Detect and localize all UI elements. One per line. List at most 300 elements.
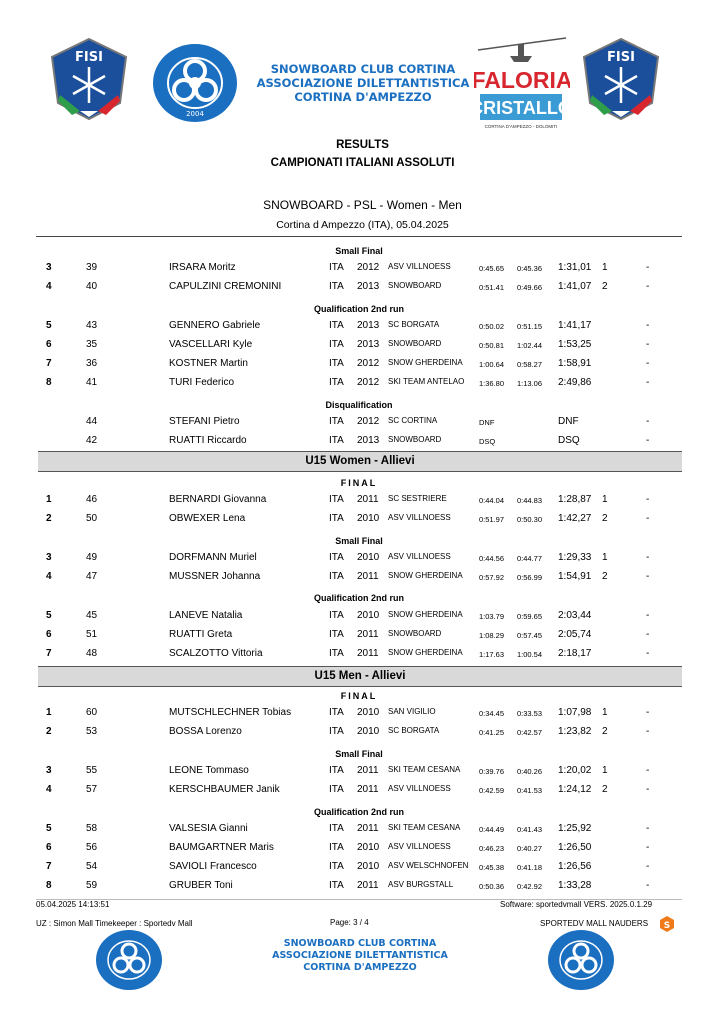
nation-cell: ITA xyxy=(329,880,344,891)
run1-time: DNF xyxy=(479,418,495,427)
nation-cell: ITA xyxy=(329,339,344,350)
points-cell: - xyxy=(646,784,650,795)
athlete-name: CAPULZINI CREMONINI xyxy=(169,281,282,292)
club-cell: SC CORTINA xyxy=(388,416,438,425)
svg-text:CRISTALLO: CRISTALLO xyxy=(474,98,570,118)
table-row xyxy=(36,645,682,664)
bib-cell: 40 xyxy=(86,281,98,292)
run1-time: 0:50.81 xyxy=(479,341,505,350)
athlete-name: GENNERO Gabriele xyxy=(169,320,261,331)
points-cell: - xyxy=(646,281,650,292)
table-row xyxy=(36,839,682,858)
points-cell: - xyxy=(646,629,650,640)
athlete-name: MUTSCHLECHNER Tobias xyxy=(169,707,292,718)
bib-cell: 46 xyxy=(86,494,98,505)
bib-cell: 53 xyxy=(86,726,98,737)
club-cell: SNOW GHERDEINA xyxy=(388,358,463,367)
section-qualification: Qualification 2nd run xyxy=(313,807,404,817)
run1-time: 0:44.49 xyxy=(479,825,505,834)
birth-year: 2011 xyxy=(357,629,379,640)
table-row xyxy=(36,259,682,278)
club-cell: SKI TEAM CESANA xyxy=(388,765,461,774)
table-row xyxy=(36,781,682,800)
club-cell: SC BORGATA xyxy=(388,726,440,735)
rank-cell: 5 xyxy=(46,823,52,834)
table-row xyxy=(36,317,682,336)
points-cell: - xyxy=(646,648,650,659)
points-cell: - xyxy=(646,726,650,737)
athlete-name: BOSSA Lorenzo xyxy=(169,726,242,737)
club-line-2: ASSOCIAZIONE DILETTANTISTICA xyxy=(256,76,470,90)
bib-cell: 49 xyxy=(86,552,98,563)
run1-time: 1:03.79 xyxy=(479,612,505,621)
points-cell: - xyxy=(646,262,650,273)
svg-text:2004: 2004 xyxy=(186,110,204,118)
table-row xyxy=(36,877,682,896)
total-time: 2:03,44 xyxy=(558,610,592,621)
athlete-name: BAUMGARTNER Maris xyxy=(169,842,274,853)
run1-time: 1:00.64 xyxy=(479,360,505,369)
section-small-final: Small Final xyxy=(335,536,383,546)
club-badge-logo-footer-right xyxy=(548,930,614,990)
athlete-name: RUATTI Greta xyxy=(169,629,233,640)
rank-cell: 4 xyxy=(46,281,52,292)
birth-year: 2012 xyxy=(357,377,380,388)
run1-time: DSQ xyxy=(479,437,496,446)
table-row xyxy=(36,278,682,297)
nation-cell: ITA xyxy=(329,823,344,834)
run2-time: 0:42.92 xyxy=(517,882,543,891)
club-cell: SKI TEAM CESANA xyxy=(388,823,461,832)
run1-time: 0:50.02 xyxy=(479,322,505,331)
total-time: 2:49,86 xyxy=(558,377,592,388)
nation-cell: ITA xyxy=(329,377,344,388)
points-cell: - xyxy=(646,377,650,388)
bib-cell: 54 xyxy=(86,861,98,872)
run1-time: 0:45.38 xyxy=(479,863,505,872)
run1-time: 0:46.23 xyxy=(479,844,505,853)
section-disqualification: Disqualification xyxy=(325,400,393,410)
total-time: DNF xyxy=(558,416,579,427)
total-time: 1:26,56 xyxy=(558,861,592,872)
section-qualification: Qualification 2nd run xyxy=(313,593,404,603)
run1-time: 0:51.97 xyxy=(479,515,505,524)
run2-time: 0:56.99 xyxy=(517,573,543,582)
run1-time: 1:17.63 xyxy=(479,650,505,659)
timing-company: SPORTEDV MALL NAUDERS xyxy=(540,919,649,928)
nation-cell: ITA xyxy=(329,435,344,446)
total-time: 1:53,25 xyxy=(558,339,592,350)
table-row xyxy=(36,510,682,529)
rank-cell: 5 xyxy=(46,320,52,331)
bib-cell: 51 xyxy=(86,629,98,640)
birth-year: 2013 xyxy=(357,281,380,292)
bib-cell: 60 xyxy=(86,707,98,718)
club-cell: SC SESTRIERE xyxy=(388,494,447,503)
nation-cell: ITA xyxy=(329,281,344,292)
birth-year: 2013 xyxy=(357,339,380,350)
run1-time: 0:51.41 xyxy=(479,283,505,292)
rank-cell: 5 xyxy=(46,610,52,621)
nation-cell: ITA xyxy=(329,784,344,795)
total-time: 1:25,92 xyxy=(558,823,592,834)
athlete-name: GRUBER Toni xyxy=(169,880,233,891)
rank-cell: 6 xyxy=(46,629,52,640)
heat-position: 2 xyxy=(602,726,608,737)
nation-cell: ITA xyxy=(329,861,344,872)
club-cell: ASV BURGSTALL xyxy=(388,880,454,889)
club-cell: SNOW GHERDEINA xyxy=(388,571,463,580)
officials: UZ : Simon Mall Timekeeper : Sportedv Mall xyxy=(36,919,193,928)
run1-time: 0:39.76 xyxy=(479,767,505,776)
run2-time: 0:58.27 xyxy=(517,360,543,369)
footer-club-line-1: SNOWBOARD CLUB CORTINA xyxy=(283,938,437,949)
athlete-name: DORFMANN Muriel xyxy=(169,552,257,563)
nation-cell: ITA xyxy=(329,765,344,776)
table-row xyxy=(36,607,682,626)
points-cell: - xyxy=(646,765,650,776)
run2-time: 0:41.18 xyxy=(517,863,543,872)
points-cell: - xyxy=(646,842,650,853)
run2-time: 0:44.83 xyxy=(517,496,543,505)
club-cell: SNOWBOARD xyxy=(388,281,442,290)
total-time: 1:54,91 xyxy=(558,571,592,582)
svg-text:CORTINA D'AMPEZZO - DOLOMITI: CORTINA D'AMPEZZO - DOLOMITI xyxy=(484,124,558,129)
bib-cell: 44 xyxy=(86,416,98,427)
footer-club-line-3: CORTINA D'AMPEZZO xyxy=(303,962,417,973)
athlete-name: KERSCHBAUMER Janik xyxy=(169,784,280,795)
bib-cell: 43 xyxy=(86,320,98,331)
nation-cell: ITA xyxy=(329,358,344,369)
run1-time: 0:45.65 xyxy=(479,264,505,273)
bib-cell: 35 xyxy=(86,339,98,350)
birth-year: 2011 xyxy=(357,880,379,891)
run1-time: 0:41.25 xyxy=(479,728,505,737)
rank-cell: 6 xyxy=(46,842,52,853)
nation-cell: ITA xyxy=(329,726,344,737)
club-badge-logo-footer-left xyxy=(96,930,162,990)
athlete-name: SAVIOLI Francesco xyxy=(169,861,257,872)
nation-cell: ITA xyxy=(329,707,344,718)
rank-cell: 3 xyxy=(46,552,52,563)
birth-year: 2012 xyxy=(357,262,380,273)
run2-time: 0:42.57 xyxy=(517,728,543,737)
total-time: 1:41,17 xyxy=(558,320,592,331)
table-row xyxy=(36,762,682,781)
birth-year: 2011 xyxy=(357,784,379,795)
birth-year: 2010 xyxy=(357,552,380,563)
athlete-name: LEONE Tommaso xyxy=(169,765,249,776)
total-time: 1:41,07 xyxy=(558,281,592,292)
table-row xyxy=(36,704,682,723)
rank-cell: 8 xyxy=(46,880,52,891)
athlete-name: BERNARDI Giovanna xyxy=(169,494,267,505)
run2-time: 1:13.06 xyxy=(517,379,543,388)
total-time: 1:29,33 xyxy=(558,552,592,563)
points-cell: - xyxy=(646,823,650,834)
rank-cell: 3 xyxy=(46,262,52,273)
section-qualification: Qualification 2nd run xyxy=(313,304,404,314)
run2-time: 0:49.66 xyxy=(517,283,543,292)
birth-year: 2011 xyxy=(357,648,379,659)
athlete-name: STEFANI Pietro xyxy=(169,416,240,427)
section-small-final: Small Final xyxy=(335,246,383,256)
heat-position: 1 xyxy=(602,765,608,776)
total-time: 1:42,27 xyxy=(558,513,592,524)
page-number: Page: 3 / 4 xyxy=(330,918,369,927)
club-cell: SKI TEAM ANTELAO xyxy=(388,377,465,386)
run2-time: 1:02.44 xyxy=(517,341,543,350)
section-small-final: Small Final xyxy=(335,749,383,759)
run2-time: 0:59.65 xyxy=(517,612,543,621)
heat-position: 1 xyxy=(602,552,608,563)
total-time: 1:26,50 xyxy=(558,842,592,853)
heat-position: 2 xyxy=(602,784,608,795)
nation-cell: ITA xyxy=(329,610,344,621)
club-cell: SNOWBOARD xyxy=(388,629,442,638)
run2-time: 0:41.43 xyxy=(517,825,543,834)
club-cell: ASV VILLNOESS xyxy=(388,513,451,522)
bib-cell: 55 xyxy=(86,765,98,776)
rank-cell: 4 xyxy=(46,784,52,795)
club-cell: ASV VILLNOESS xyxy=(388,784,451,793)
category-header-u15-men: U15 Men - Allievi xyxy=(38,666,682,687)
fisi-logo-right xyxy=(582,37,660,121)
nation-cell: ITA xyxy=(329,629,344,640)
total-time: 1:24,12 xyxy=(558,784,592,795)
points-cell: - xyxy=(646,880,650,891)
svg-text:FISI: FISI xyxy=(607,50,635,65)
svg-text:FISI: FISI xyxy=(75,50,103,65)
athlete-name: KOSTNER Martin xyxy=(169,358,248,369)
birth-year: 2012 xyxy=(357,358,380,369)
bib-cell: 48 xyxy=(86,648,98,659)
run2-time: 1:00.54 xyxy=(517,650,543,659)
club-cell: SNOW GHERDEINA xyxy=(388,610,463,619)
heat-position: 2 xyxy=(602,281,608,292)
club-cell: SAN VIGILIO xyxy=(388,707,436,716)
run2-time: 0:57.45 xyxy=(517,631,543,640)
bib-cell: 39 xyxy=(86,262,98,273)
run2-time: 0:50.30 xyxy=(517,515,543,524)
club-cell: SNOWBOARD xyxy=(388,339,442,348)
nation-cell: ITA xyxy=(329,552,344,563)
table-row xyxy=(36,820,682,839)
club-name-block xyxy=(245,62,481,104)
event-title: SNOWBOARD - PSL - Women - Men xyxy=(263,198,462,212)
rank-cell: 1 xyxy=(46,707,52,718)
bib-cell: 57 xyxy=(86,784,98,795)
total-time: 1:23,82 xyxy=(558,726,592,737)
points-cell: - xyxy=(646,861,650,872)
run1-time: 0:44.04 xyxy=(479,496,505,505)
club-line-1: SNOWBOARD CLUB CORTINA xyxy=(270,62,456,76)
table-row xyxy=(36,858,682,877)
club-cell: SNOW GHERDEINA xyxy=(388,648,463,657)
fisi-logo-left xyxy=(50,37,128,121)
heat-position: 1 xyxy=(602,707,608,718)
points-cell: - xyxy=(646,320,650,331)
nation-cell: ITA xyxy=(329,416,344,427)
footer-club-block xyxy=(250,938,470,974)
run1-time: 1:08.29 xyxy=(479,631,505,640)
birth-year: 2011 xyxy=(357,823,379,834)
bib-cell: 56 xyxy=(86,842,98,853)
birth-year: 2013 xyxy=(357,435,380,446)
run1-time: 1:36.80 xyxy=(479,379,505,388)
software-version: Software: sportedvmall VERS. 2025.0.1.29 xyxy=(500,900,653,909)
rank-cell: 6 xyxy=(46,339,52,350)
heat-position: 2 xyxy=(602,513,608,524)
athlete-name: TURI Federico xyxy=(169,377,235,388)
rank-cell: 7 xyxy=(46,648,52,659)
run2-time: 0:44.77 xyxy=(517,554,543,563)
run2-time: 0:45.36 xyxy=(517,264,543,273)
birth-year: 2010 xyxy=(357,726,380,737)
nation-cell: ITA xyxy=(329,262,344,273)
rank-cell: 3 xyxy=(46,765,52,776)
table-row xyxy=(36,336,682,355)
rank-cell: 1 xyxy=(46,494,52,505)
table-row xyxy=(36,549,682,568)
points-cell: - xyxy=(646,435,650,446)
nation-cell: ITA xyxy=(329,842,344,853)
run2-time: 0:40.27 xyxy=(517,844,543,853)
nation-cell: ITA xyxy=(329,513,344,524)
club-cell: SNOWBOARD xyxy=(388,435,442,444)
bib-cell: 45 xyxy=(86,610,98,621)
run1-time: 0:57.92 xyxy=(479,573,505,582)
club-cell: ASV VILLNOESS xyxy=(388,842,451,851)
club-line-3: CORTINA D'AMPEZZO xyxy=(294,90,432,104)
bib-cell: 41 xyxy=(86,377,98,388)
birth-year: 2010 xyxy=(357,707,380,718)
bib-cell: 47 xyxy=(86,571,98,582)
section-final: FINAL xyxy=(340,478,378,488)
run2-time: 0:41.53 xyxy=(517,786,543,795)
svg-text:FALORIA: FALORIA xyxy=(474,67,570,93)
total-time: 2:18,17 xyxy=(558,648,592,659)
nation-cell: ITA xyxy=(329,571,344,582)
header-divider xyxy=(36,236,682,237)
heat-position: 1 xyxy=(602,494,608,505)
rank-cell: 8 xyxy=(46,377,52,388)
table-row xyxy=(36,626,682,645)
bib-cell: 42 xyxy=(86,435,98,446)
results-title: RESULTS xyxy=(336,139,389,151)
run1-time: 0:42.59 xyxy=(479,786,505,795)
venue-date: Cortina d Ampezzo (ITA), 05.04.2025 xyxy=(276,219,449,231)
run1-time: 0:44.56 xyxy=(479,554,505,563)
birth-year: 2010 xyxy=(357,513,380,524)
run2-time: 0:33.53 xyxy=(517,709,543,718)
table-row xyxy=(36,413,682,432)
bib-cell: 36 xyxy=(86,358,98,369)
heat-position: 1 xyxy=(602,262,608,273)
athlete-name: LANEVE Natalia xyxy=(169,610,243,621)
points-cell: - xyxy=(646,416,650,427)
timing-company-icon xyxy=(659,916,675,932)
points-cell: - xyxy=(646,552,650,563)
total-time: DSQ xyxy=(558,435,580,446)
athlete-name: VASCELLARI Kyle xyxy=(169,339,253,350)
rank-cell: 7 xyxy=(46,358,52,369)
table-row xyxy=(36,568,682,587)
club-badge-logo xyxy=(153,44,237,122)
birth-year: 2011 xyxy=(357,765,379,776)
nation-cell: ITA xyxy=(329,648,344,659)
birth-year: 2010 xyxy=(357,610,380,621)
club-cell: ASV VILLNOESS xyxy=(388,552,451,561)
run2-time: 0:40.26 xyxy=(517,767,543,776)
club-cell: ASV VILLNOESS xyxy=(388,262,451,271)
athlete-name: SCALZOTTO Vittoria xyxy=(169,648,263,659)
table-row xyxy=(36,374,682,393)
faloria-cristallo-logo xyxy=(474,36,570,132)
category-header-u15-women: U15 Women - Allievi xyxy=(38,451,682,472)
nation-cell: ITA xyxy=(329,494,344,505)
points-cell: - xyxy=(646,513,650,524)
section-final: FINAL xyxy=(340,691,378,701)
athlete-name: RUATTI Riccardo xyxy=(169,435,247,446)
heat-position: 2 xyxy=(602,571,608,582)
bib-cell: 59 xyxy=(86,880,98,891)
rank-cell: 7 xyxy=(46,861,52,872)
svg-text:S: S xyxy=(663,921,671,931)
athlete-name: IRSARA Moritz xyxy=(169,262,236,273)
points-cell: - xyxy=(646,494,650,505)
print-datetime: 05.04.2025 14:13:51 xyxy=(36,900,110,909)
rank-cell: 4 xyxy=(46,571,52,582)
club-cell: ASV WELSCHNOFEN xyxy=(388,861,469,870)
birth-year: 2011 xyxy=(357,571,379,582)
nation-cell: ITA xyxy=(329,320,344,331)
footer-club-line-2: ASSOCIAZIONE DILETTANTISTICA xyxy=(272,950,448,961)
total-time: 1:07,98 xyxy=(558,707,592,718)
points-cell: - xyxy=(646,610,650,621)
run2-time: 0:51.15 xyxy=(517,322,543,331)
championship-title: CAMPIONATI ITALIANI ASSOLUTI xyxy=(270,157,455,169)
points-cell: - xyxy=(646,358,650,369)
athlete-name: OBWEXER Lena xyxy=(169,513,246,524)
birth-year: 2012 xyxy=(357,416,380,427)
total-time: 2:05,74 xyxy=(558,629,592,640)
table-row xyxy=(36,432,682,451)
table-row xyxy=(36,355,682,374)
rank-cell: 2 xyxy=(46,513,52,524)
run1-time: 0:34.45 xyxy=(479,709,505,718)
total-time: 1:58,91 xyxy=(558,358,592,369)
table-row xyxy=(36,723,682,742)
birth-year: 2010 xyxy=(357,842,380,853)
points-cell: - xyxy=(646,571,650,582)
total-time: 1:20,02 xyxy=(558,765,592,776)
athlete-name: MUSSNER Johanna xyxy=(169,571,261,582)
bib-cell: 50 xyxy=(86,513,98,524)
birth-year: 2010 xyxy=(357,861,380,872)
table-row xyxy=(36,491,682,510)
total-time: 1:28,87 xyxy=(558,494,592,505)
rank-cell: 2 xyxy=(46,726,52,737)
athlete-name: VALSESIA Gianni xyxy=(169,823,248,834)
points-cell: - xyxy=(646,707,650,718)
birth-year: 2011 xyxy=(357,494,379,505)
points-cell: - xyxy=(646,339,650,350)
total-time: 1:31,01 xyxy=(558,262,592,273)
run1-time: 0:50.36 xyxy=(479,882,505,891)
club-cell: SC BORGATA xyxy=(388,320,440,329)
total-time: 1:33,28 xyxy=(558,880,592,891)
